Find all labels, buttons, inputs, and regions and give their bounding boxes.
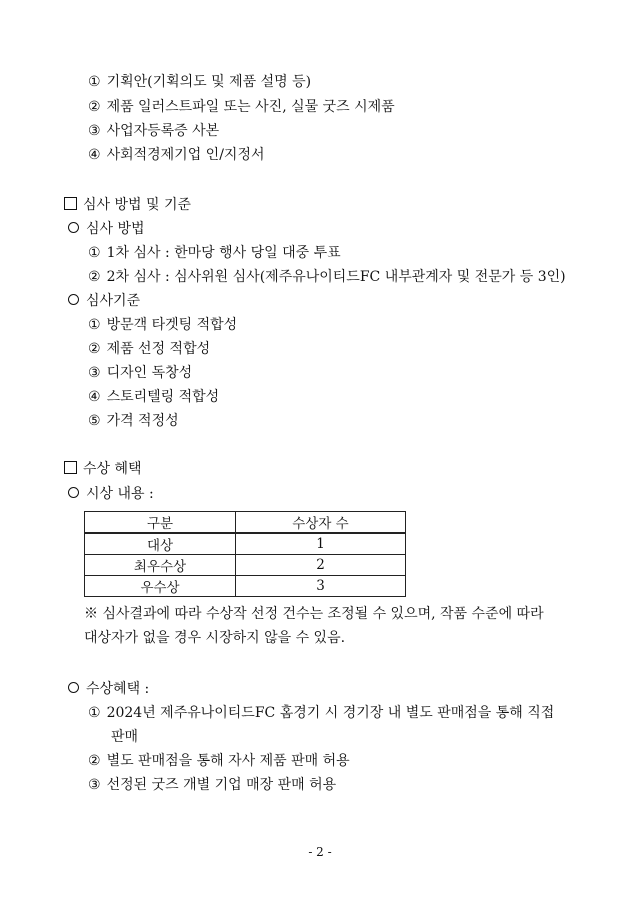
doc-item: ② 제품 일러스트파일 또는 사진, 실물 굿즈 시제품 bbox=[88, 99, 395, 115]
criteria-item: ③ 디자인 독창성 bbox=[88, 365, 193, 381]
section-heading-award: 수상 혜택 bbox=[64, 459, 142, 479]
circle-bullet-icon bbox=[68, 487, 79, 498]
checkbox-square-icon bbox=[64, 197, 77, 210]
benefit-item-continued: 판매 bbox=[111, 729, 139, 745]
table-cell: 1 bbox=[236, 533, 406, 555]
column-header: 수상자 수 bbox=[236, 512, 406, 534]
table-row bbox=[85, 576, 406, 597]
table-cell: 2 bbox=[236, 555, 406, 576]
note-line: ※ 심사결과에 따라 수상작 선정 건수는 조정될 수 있으며, 작품 수준에 따라 bbox=[84, 606, 544, 622]
benefit-item: ② 별도 판매점을 통해 자사 제품 판매 허용 bbox=[88, 753, 350, 769]
table-cell: 대상 bbox=[85, 533, 236, 555]
criteria-item: ② 제품 선정 적합성 bbox=[88, 341, 211, 357]
table-header-row bbox=[85, 512, 406, 534]
subheading-criteria: 심사기준 bbox=[68, 291, 140, 311]
criteria-item: ① 방문객 타겟팅 적합성 bbox=[88, 317, 238, 333]
method-item: ② 2차 심사 : 심사위원 심사(제주유나이티드FC 내부관계자 및 전문가 등 3인) bbox=[88, 269, 566, 285]
subheading-method: 심사 방법 bbox=[68, 219, 145, 239]
doc-item: ① 기획안(기획의도 및 제품 설명 등) bbox=[88, 74, 312, 90]
award-table bbox=[84, 511, 406, 597]
criteria-item: ④ 스토리텔링 적합성 bbox=[88, 389, 220, 405]
checkbox-square-icon bbox=[64, 461, 77, 474]
table-cell: 3 bbox=[236, 576, 406, 597]
subheading-contents: 시상 내용 : bbox=[68, 484, 154, 504]
table-row bbox=[85, 533, 406, 555]
circle-bullet-icon bbox=[68, 682, 79, 693]
method-item: ① 1차 심사 : 한마당 행사 당일 대중 투표 bbox=[88, 245, 341, 261]
circle-bullet-icon bbox=[68, 222, 79, 233]
table-cell: 우수상 bbox=[85, 576, 236, 597]
note-line: 대상자가 없을 경우 시장하지 않을 수 있음. bbox=[84, 630, 346, 646]
circle-bullet-icon bbox=[68, 294, 79, 305]
doc-item: ③ 사업자등록증 사본 bbox=[88, 123, 220, 139]
page-number: - 2 - bbox=[308, 845, 332, 859]
column-header: 구분 bbox=[85, 512, 236, 534]
table-cell: 최우수상 bbox=[85, 555, 236, 576]
benefit-item: ① 2024년 제주유나이티드FC 홈경기 시 경기장 내 별도 판매점을 통해 직접 bbox=[88, 705, 555, 721]
subheading-benefits: 수상혜택 : bbox=[68, 679, 149, 699]
doc-item: ④ 사회적경제기업 인/지정서 bbox=[88, 147, 265, 163]
benefit-item: ③ 선정된 굿즈 개별 기업 매장 판매 허용 bbox=[88, 777, 337, 793]
criteria-item: ⑤ 가격 적정성 bbox=[88, 413, 179, 429]
section-heading-review: 심사 방법 및 기준 bbox=[64, 195, 191, 215]
table-row bbox=[85, 555, 406, 576]
